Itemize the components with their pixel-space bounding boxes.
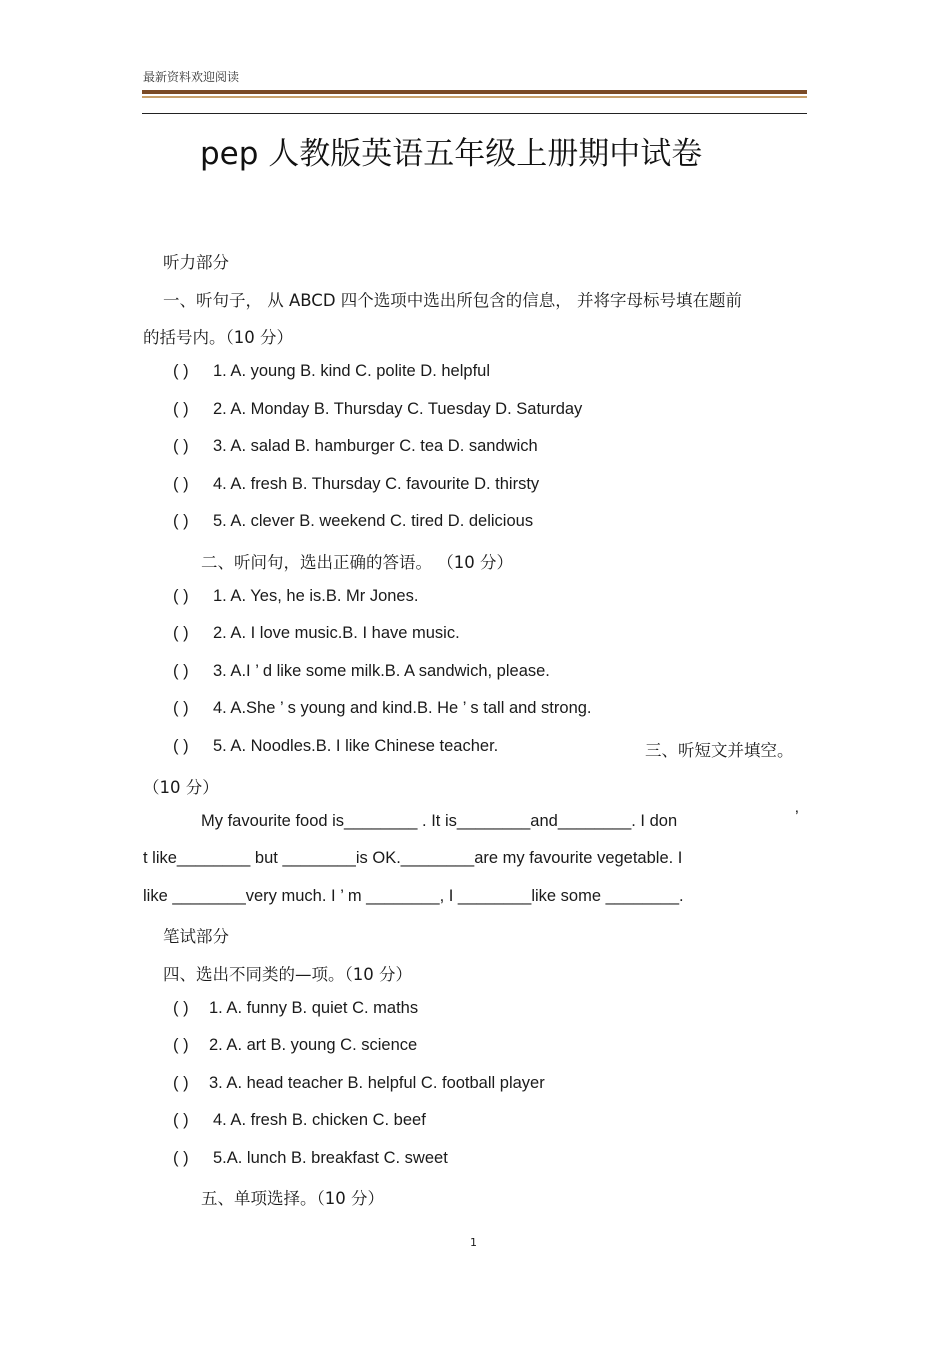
answer-parens[interactable]: ( ): [173, 624, 189, 642]
listening-heading: 听力部分: [163, 253, 229, 272]
answer-parens[interactable]: ( ): [173, 362, 189, 380]
part3-instruction: 三、听短文并填空。: [645, 741, 794, 760]
question-item: [173, 1074, 545, 1093]
answer-parens[interactable]: ( ): [173, 737, 189, 755]
question-text: 4. A.She ’ s young and kind.B. He ’ s tall and strong.: [213, 699, 592, 717]
question-item: [173, 512, 533, 531]
question-text: 3. A. salad B. hamburger C. tea D. sandwich: [213, 437, 538, 455]
question-text: 3. A.I ’ d like some milk.B. A sandwich, please.: [213, 662, 550, 680]
question-item: [173, 1149, 448, 1168]
question-text: 5. A. Noodles.B. I like Chinese teacher.: [213, 737, 499, 755]
question-text: 4. A. fresh B. chicken C. beef: [213, 1111, 426, 1129]
header-rule-thin: [142, 96, 807, 98]
page-number: 1: [470, 1236, 477, 1249]
part1-instruction-line2: 的括号内。（10 分）: [143, 328, 293, 347]
answer-parens[interactable]: ( ): [173, 699, 189, 717]
header-rule-divider: [142, 113, 807, 114]
header-label: 最新资料欢迎阅读: [143, 70, 240, 84]
question-text: 1. A. Yes, he is.B. Mr Jones.: [213, 587, 419, 605]
question-text: 2. A. I love music.B. I have music.: [213, 624, 460, 642]
question-text: 2. A. art B. young C. science: [209, 1036, 418, 1054]
part3-points: （10 分）: [143, 778, 219, 797]
question-text: 1. A. young B. kind C. polite D. helpful: [213, 362, 490, 380]
part4-instruction: 四、选出不同类的—项。（10 分）: [163, 965, 412, 984]
part1-instruction-line1: 一、听句子， 从 ABCD 四个选项中选出所包含的信息， 并将字母标号填在题前: [163, 291, 743, 310]
answer-parens[interactable]: ( ): [173, 512, 189, 530]
fill-blank-line3: like ________very much. I ’ m ________, I ________like some ________.: [143, 887, 684, 905]
answer-parens[interactable]: ( ): [173, 475, 189, 493]
written-heading: 笔试部分: [163, 927, 229, 946]
question-item: [173, 475, 539, 494]
question-item: [173, 437, 538, 456]
question-item: [173, 662, 550, 681]
question-text: 5.A. lunch B. breakfast C. sweet: [213, 1149, 448, 1167]
header-rule-thick: [142, 90, 807, 94]
question-text: 2. A. Monday B. Thursday C. Tuesday D. Saturday: [213, 400, 583, 418]
question-text: 5. A. clever B. weekend C. tired D. delicious: [213, 512, 534, 530]
fill-blank-line1: My favourite food is________ . It is________and________. I don: [201, 812, 678, 830]
question-item: [173, 400, 582, 419]
apostrophe-mark: ’: [795, 808, 799, 826]
question-item: [173, 624, 460, 643]
question-text: 3. A. head teacher B. helpful C. football player: [209, 1074, 545, 1092]
question-item: [173, 362, 490, 381]
answer-parens[interactable]: ( ): [173, 662, 189, 680]
part5-instruction: 五、单项选择。（10 分）: [201, 1189, 384, 1208]
question-item: [173, 999, 418, 1018]
document-title: pep 人教版英语五年级上册期中试卷: [200, 136, 703, 172]
answer-parens[interactable]: ( ): [173, 1111, 189, 1129]
answer-parens[interactable]: ( ): [173, 1149, 189, 1167]
answer-parens[interactable]: ( ): [173, 437, 189, 455]
fill-blank-line2: t like________ but ________is OK.________are my favourite vegetable. I: [143, 849, 683, 867]
question-text: 4. A. fresh B. Thursday C. favourite D. thirsty: [213, 475, 540, 493]
question-item: [173, 1111, 426, 1130]
answer-parens[interactable]: ( ): [173, 1074, 189, 1092]
question-item: [173, 699, 592, 718]
answer-parens[interactable]: ( ): [173, 587, 189, 605]
question-item: [173, 1036, 417, 1055]
answer-parens[interactable]: ( ): [173, 400, 189, 418]
question-item: [173, 737, 498, 756]
answer-parens[interactable]: ( ): [173, 999, 189, 1017]
answer-parens[interactable]: ( ): [173, 1036, 189, 1054]
part2-instruction: 二、听问句，选出正确的答语。 （10 分）: [201, 553, 513, 572]
question-text: 1. A. funny B. quiet C. maths: [209, 999, 419, 1017]
question-item: [173, 587, 418, 606]
